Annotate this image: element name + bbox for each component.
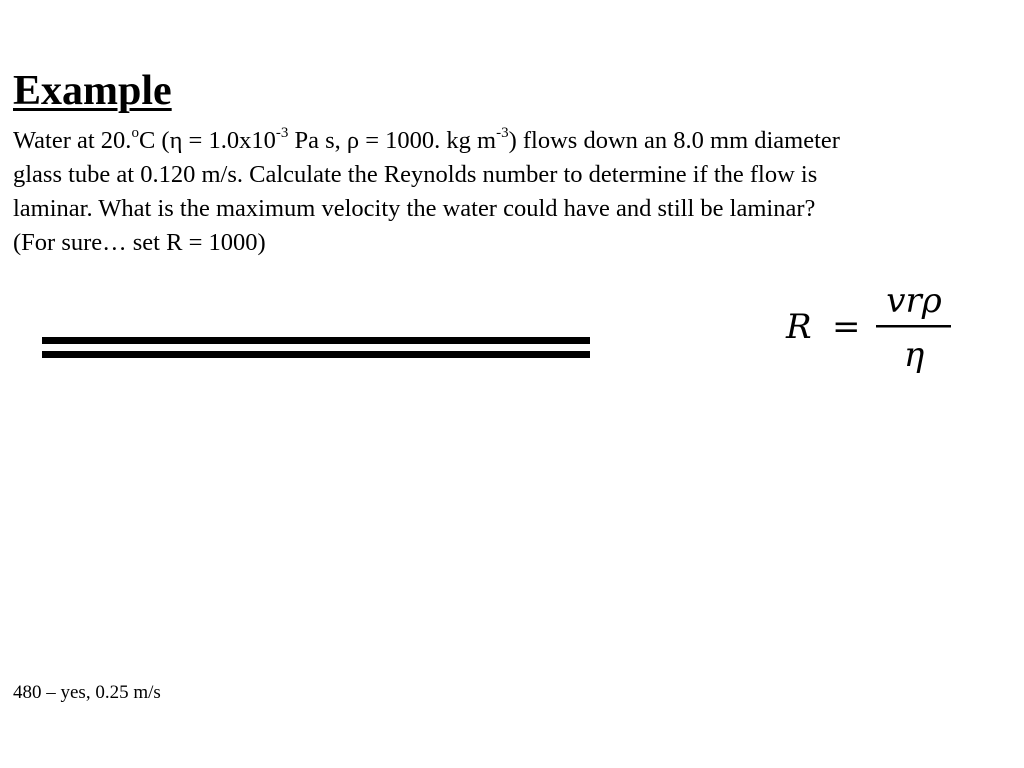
- problem-line-1: [13, 124, 1013, 158]
- reynolds-formula-svg: [784, 280, 964, 380]
- tube-wall-bottom: [42, 351, 590, 358]
- degree-superscript: o: [131, 124, 139, 141]
- viscosity-exponent: -3: [275, 124, 289, 141]
- problem-line-3: laminar. What is the maximum velocity the water could have and still be laminar?: [13, 195, 816, 222]
- density-exponent: -3: [496, 124, 509, 141]
- problem-line-2: glass tube at 0.120 m/s. Calculate the Reynolds number to determine if the flow is: [13, 161, 818, 188]
- formula-numerator: vrρ: [886, 281, 942, 321]
- problem-line-1-part-c: Pa s, ρ = 1000. kg m: [288, 127, 497, 154]
- formula-denominator: η: [903, 335, 925, 375]
- problem-line-1-part-d: ) flows down an 8.0 mm diameter: [508, 127, 840, 154]
- problem-line-1-part-a: Water at 20.: [13, 127, 132, 154]
- problem-line-4: (For sure… set R = 1000): [13, 229, 266, 256]
- formula-lhs: R: [786, 307, 812, 347]
- formula-equals: =: [832, 307, 861, 347]
- reynolds-formula: [784, 280, 964, 380]
- answer-text: 480 – yes, 0.25 m/s: [13, 682, 161, 703]
- formula-fraction-bar: [876, 325, 951, 328]
- tube-wall-top: [42, 337, 590, 344]
- problem-line-1-part-b: C (η = 1.0x10: [138, 127, 276, 154]
- problem-statement: [13, 124, 1013, 260]
- slide-title: Example: [13, 68, 172, 114]
